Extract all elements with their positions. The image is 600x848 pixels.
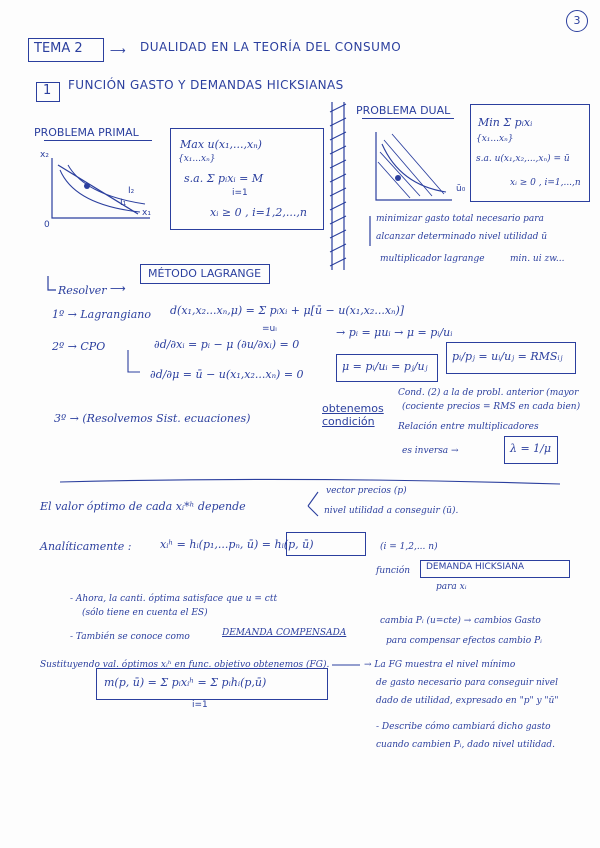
step3-bullet-2b: es inversa → [402,446,459,456]
depends-utility: nivel utilidad a conseguir (ū). [324,506,459,516]
tema-title: DUALIDAD EN LA TEORÍA DEL CONSUMO [140,40,402,54]
bullet-ahora: - Ahora, la canti. óptima satisface que u = ctt [70,594,278,604]
expenditure-function: m(p, ū) = Σ pᵢxᵢʰ = Σ pᵢhᵢ(p,ū) [104,676,267,689]
primal-curve-2 [68,165,145,204]
step3-bullet-1b: (cociente precios = RMS en cada bien) [402,402,581,412]
primal-axes [52,158,150,218]
step1-expr: d(x₁,x₂...xₙ,μ) = Σ pᵢxᵢ + μ[ū − u(x₁,x₂...xₙ)] [170,304,405,317]
primal-nonneg: xᵢ ≥ 0 , i=1,2,...,n [210,206,307,219]
depends-prices: vector precios (p) [326,486,407,496]
dual-vars: {x₁...xₙ} [476,134,514,144]
hicksian-box [286,532,366,556]
fg-note-5: cuando cambien Pᵢ, dado nivel utilidad. [376,740,555,750]
dual-min: Min Σ pᵢxᵢ [478,116,533,129]
hicksian-demand-label: DEMANDA HICKSIANA [426,562,525,572]
dual-graph-u0: ū₀ [456,184,466,194]
arrow-right-icon: ⟶ [110,44,126,57]
section-divider [60,479,560,484]
divider-lines [332,102,344,270]
analytic-label: Analíticamente : [40,540,132,553]
step2-result-1: → pᵢ = μuᵢ → μ = pᵢ/uᵢ [336,326,453,339]
step3-obtain: obtenemos condición [322,402,384,428]
resolver-label: Resolver [58,284,107,297]
step3-bullet-2: Relación entre multiplicadores [398,422,539,432]
expenditure-sum-index: i=1 [192,700,208,710]
primal-sum-index: i=1 [232,188,248,198]
compensated-note-1: cambia Pᵢ (u=cte) → cambios Gasto [380,616,541,626]
hicksian-demand-sub: para xᵢ [436,582,467,592]
step2-result-3: pᵢ/pⱼ = uᵢ/uⱼ = RMSᵢⱼ [452,350,563,363]
lambda-expr: λ = 1/μ [510,442,552,455]
step3-bullet-1: Cond. (2) a la de probl. anterior (mayor [398,388,579,398]
dual-constraint: s.a. u(x₁,x₂,...,xₙ) = ū [476,154,570,164]
mult-note: multiplicador lagrange [380,254,485,264]
primal-graph-i1: I₁ [120,198,127,208]
dual-nonneg: xᵢ ≥ 0 , i=1,...,n [510,178,581,188]
primal-graph-x-label: x₁ [142,208,151,218]
primal-constraint: s.a. Σ pᵢxᵢ = M [184,172,264,185]
primal-heading: PROBLEMA PRIMAL [34,126,139,139]
primal-graph-i2: I₂ [128,186,135,196]
dual-heading: PROBLEMA DUAL [356,104,451,117]
depende-brace [308,492,318,516]
fg-note-2: de gasto necesario para conseguir nivel [376,678,558,688]
primal-graph-origin: 0 [44,220,50,230]
dual-underline [362,118,454,119]
resolver-bracket [48,276,56,290]
function-label: función [376,566,411,576]
page-number: 3 [566,10,588,32]
dual-note-1: minimizar gasto total necesario para [376,214,544,224]
section-number: 1 [43,83,52,98]
fg-note-4: - Describe cómo cambiará dicho gasto [376,722,551,732]
cpo-branch [128,350,140,372]
dual-optimum-dot [395,175,401,181]
primal-max: Max u(x₁,...,xₙ) [180,138,262,151]
mult-note-2: min. ui zw... [510,254,565,264]
tema-label: TEMA 2 [34,41,83,56]
fg-note-1: → La FG muestra el nivel mínimo [364,660,516,670]
hicksian-expr: xᵢʰ = hᵢ(p₁,...pₙ, ū) = hᵢ(p, ū) [160,538,314,551]
step1-label: 1º → Lagrangiano [52,308,152,321]
optimal-value-text: El valor óptimo de cada xᵢ*ʰ depende [40,500,246,513]
primal-graph-y-label: x₂ [40,150,49,160]
hicksian-index: (i = 1,2,... n) [380,542,438,552]
bullet-tambien: - También se conoce como [70,632,190,642]
step3-label: 3º → (Resolvemos Sist. ecuaciones) [54,412,251,425]
primal-vars: {x₁...xₙ} [178,154,216,164]
primal-optimum-dot [84,183,90,189]
substituting-text: Sustituyendo val. óptimos xᵢʰ en func. objetivo obtenemos (FG). [40,660,330,670]
bullet-ahora-2: (sólo tiene en cuenta el ES) [82,608,208,618]
step2-expr-2: ∂d/∂μ = ū − u(x₁,x₂...xₙ) = 0 [150,368,304,381]
compensated-note-2: para compensar efectos cambio Pᵢ [386,636,542,646]
step2-label: 2º → CPO [52,340,106,353]
section-title: FUNCIÓN GASTO Y DEMANDAS HICKSIANAS [68,78,344,92]
step2-expr-1b: =uᵢ [262,324,277,334]
compensated-demand: DEMANDA COMPENSADA [222,628,347,638]
dual-iso-lines [378,134,444,198]
step2-result-2: μ = pᵢ/uᵢ = pⱼ/uⱼ [342,360,428,373]
dual-note-2: alcanzar determinado nivel utilidad ū [376,232,548,242]
resolver-arrow-icon: ⟶ [110,282,126,295]
step2-expr-1: ∂d/∂xᵢ = pᵢ − μ (∂u/∂xᵢ) = 0 [154,338,300,351]
fg-note-3: dado de utilidad, expresado en "p" y "ū" [376,696,559,706]
method-label: MÉTODO LAGRANGE [148,267,262,280]
